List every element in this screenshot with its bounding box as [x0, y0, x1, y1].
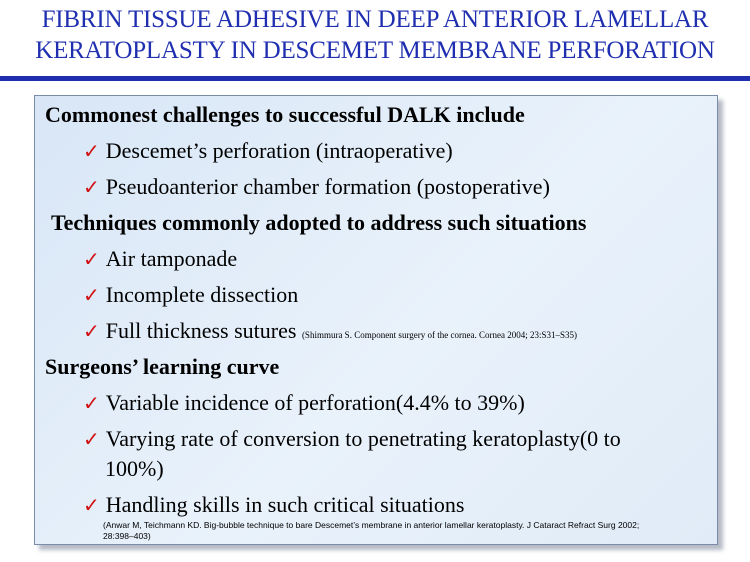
list-item: ✓ Incomplete dissection [83, 282, 299, 307]
list-item: ✓ Pseudoanterior chamber formation (postoperative) [83, 174, 550, 199]
list-item: ✓ Air tamponade [83, 246, 238, 271]
content-panel [34, 95, 718, 545]
checkmark-icon: ✓ [83, 427, 100, 451]
checkmark-icon: ✓ [83, 247, 100, 271]
list-item-continuation: 100%) [105, 456, 164, 481]
citation-line-1: (Anwar M, Teichmann KD. Big-bubble technique to bare Descemet’s membrane in anterior lamellar keratoplasty. J Cataract Refract Surg 2002; [103, 520, 640, 530]
section-heading-techniques: Techniques commonly adopted to address such situations [51, 210, 587, 235]
list-item: ✓ Handling skills in such critical situations [83, 492, 465, 517]
checkmark-icon: ✓ [83, 139, 100, 163]
checkmark-icon: ✓ [83, 283, 100, 307]
title-line-1: FIBRIN TISSUE ADHESIVE IN DEEP ANTERIOR LAMELLAR [41, 6, 709, 33]
checkmark-icon: ✓ [83, 493, 100, 517]
checkmark-icon: ✓ [83, 319, 100, 343]
checkmark-icon: ✓ [83, 391, 100, 415]
title-divider [0, 76, 750, 81]
checkmark-icon: ✓ [83, 175, 100, 199]
list-item: ✓ Descemet’s perforation (intraoperative) [83, 138, 453, 163]
section-heading-learning-curve: Surgeons’ learning curve [45, 354, 280, 379]
slide-title [0, 4, 750, 66]
list-item: ✓ Variable incidence of perforation(4.4% to 39%) [83, 390, 525, 415]
list-item: ✓ Varying rate of conversion to penetrating keratoplasty(0 to [83, 426, 621, 451]
title-line-2: KERATOPLASTY IN DESCEMET MEMBRANE PERFORATION [35, 37, 715, 64]
citation-line-2: 28:398–403) [103, 531, 151, 541]
inline-citation: (Shimmura S. Component surgery of the cornea. Cornea 2004; 23:S31–S35) [301, 330, 577, 340]
section-heading-challenges: Commonest challenges to successful DALK include [45, 102, 525, 127]
list-item: ✓ Full thickness sutures (Shimmura S. Component surgery of the cornea. Cornea 2004; 23:S31–S35) [83, 318, 577, 343]
